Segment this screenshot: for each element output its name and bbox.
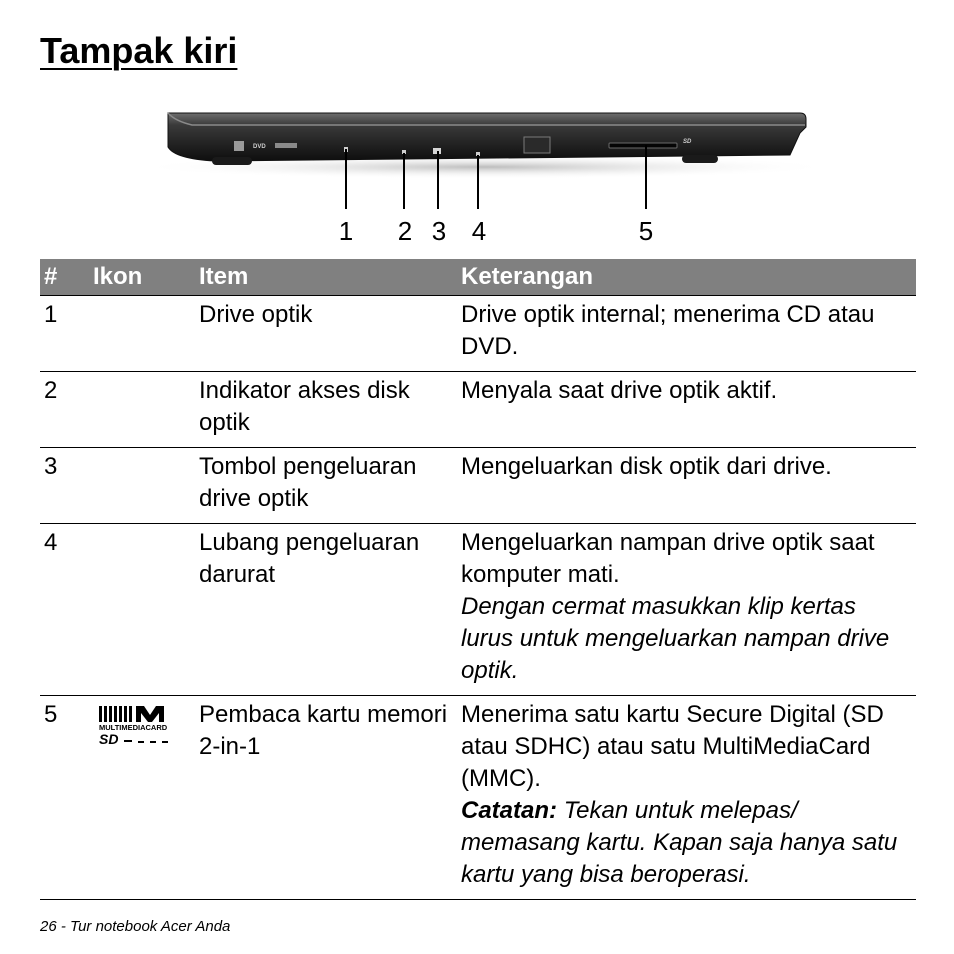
row-item: Lubang pengeluaran darurat xyxy=(195,524,457,696)
laptop-body xyxy=(168,113,806,161)
row-desc: Menyala saat drive optik aktif. xyxy=(457,372,916,448)
table-header-row xyxy=(40,259,916,296)
row-num: 2 xyxy=(40,372,89,448)
header-num: # xyxy=(40,259,89,296)
rear-foot xyxy=(682,155,718,163)
row-desc-text: Menerima satu kartu Secure Digital (SD atau SDHC) atau satu MultiMediaCard (MMC). xyxy=(461,701,884,792)
sd-text: SD xyxy=(99,731,119,747)
row-num: 1 xyxy=(40,296,89,372)
table-row xyxy=(40,524,916,696)
callout-1: 1 xyxy=(338,216,354,246)
callout-2: 2 xyxy=(397,216,413,246)
laptop-illustration xyxy=(0,95,954,255)
row-num: 3 xyxy=(40,448,89,524)
row-item: Indikator akses disk optik xyxy=(195,372,457,448)
row-item: Drive optik xyxy=(195,296,457,372)
row-desc-text: Mengeluarkan nampan drive optik saat komputer mati. xyxy=(461,529,875,588)
row-note xyxy=(461,795,912,891)
row-desc xyxy=(457,524,916,696)
dvd-logo: DVD xyxy=(253,144,266,150)
row-num: 5 xyxy=(40,696,89,900)
table-row xyxy=(40,296,916,372)
row-icon xyxy=(89,296,195,372)
callout-4: 4 xyxy=(471,216,487,246)
dvd-logo-bar xyxy=(275,143,297,148)
multimediacard-text: MULTIMEDIACARD xyxy=(99,723,168,732)
row-desc: Drive optik internal; menerima CD atau DVD. xyxy=(457,296,916,372)
header-desc: Keterangan xyxy=(457,259,916,296)
table-row xyxy=(40,696,916,900)
table-row xyxy=(40,448,916,524)
note-text: Tekan untuk melepas/ memasang kartu. Kapan saja hanya satu kartu yang bisa beroperasi. xyxy=(461,797,898,888)
callout-5: 5 xyxy=(638,216,654,246)
row-icon xyxy=(89,696,195,900)
sd-logo: SD xyxy=(683,139,692,145)
row-num: 4 xyxy=(40,524,89,696)
row-desc xyxy=(457,696,916,900)
table-row xyxy=(40,372,916,448)
laptop-left-side-figure xyxy=(0,95,954,255)
header-icon: Ikon xyxy=(89,259,195,296)
callout-3: 3 xyxy=(431,216,447,246)
row-desc: Mengeluarkan disk optik dari drive. xyxy=(457,448,916,524)
row-icon xyxy=(89,372,195,448)
note-label: Catatan: xyxy=(461,797,558,824)
header-item: Item xyxy=(195,259,457,296)
page-footer: 26 - Tur notebook Acer Anda xyxy=(40,918,231,935)
drive-bay-marking xyxy=(524,137,550,153)
specification-table xyxy=(40,259,916,900)
row-icon xyxy=(89,524,195,696)
page-title: Tampak kiri xyxy=(40,30,238,71)
row-note: Dengan cermat masukkan klip kertas lurus untuk mengeluarkan nampan drive optik. xyxy=(461,593,890,684)
row-item: Tombol pengeluaran drive optik xyxy=(195,448,457,524)
row-icon xyxy=(89,448,195,524)
front-foot xyxy=(212,157,252,165)
optical-disc-icon xyxy=(234,141,244,151)
sd-mmc-card-icon xyxy=(98,705,172,747)
card-reader-slot xyxy=(609,143,677,148)
row-item: Pembaca kartu memori 2-in-1 xyxy=(195,696,457,900)
